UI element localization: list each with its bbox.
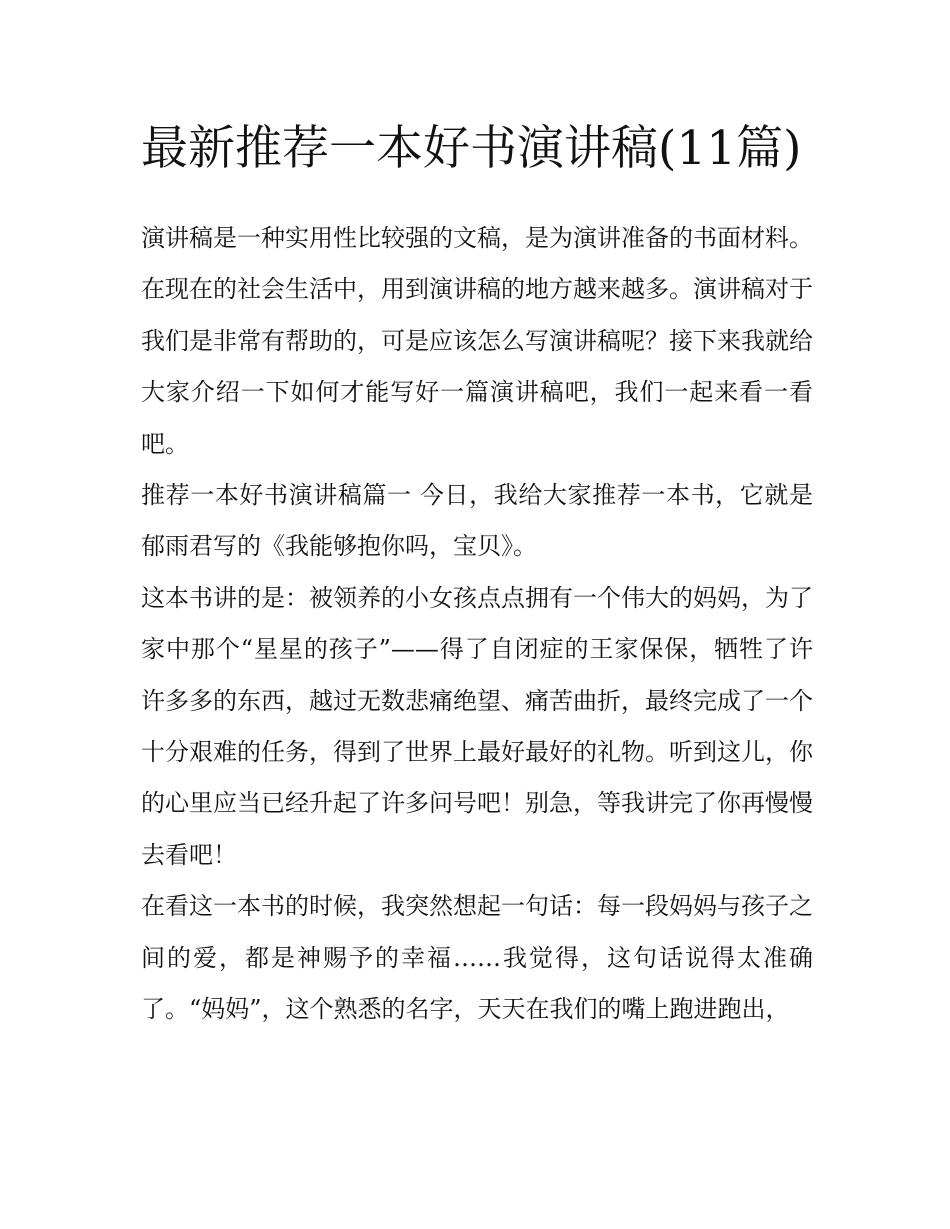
paragraph-story-summary: 这本书讲的是：被领养的小女孩点点拥有一个伟大的妈妈，为了家中那个“星星的孩子”——得了自闭症的王家保保，牺牲了许许多多的东西，越过无数悲痛绝望、痛苦曲折，最终完成了一个十分艰难的任务，得到了世界上最好最好的礼物。听到这儿，你的心里应当已经升起了许多问号吧！别急，等我讲完了你再慢慢去看吧！ <box>141 583 813 869</box>
paragraph-reflection: 在看这一本书的时候，我突然想起一句话：每一段妈妈与孩子之间的爱，都是神赐予的幸福……我觉得，这句话说得太准确了。“妈妈”，这个熟悉的名字，天天在我们的嘴上跑进跑出， <box>141 892 813 1024</box>
paragraph-intro: 演讲稿是一种实用性比较强的文稿，是为演讲准备的书面材料。在现在的社会生活中，用到演讲稿的地方越来越多。演讲稿对于我们是非常有帮助的，可是应该怎么写演讲稿呢？接下来我就给大家介绍一下如何才能写好一篇演讲稿吧，我们一起来看一看吧。 <box>141 224 813 458</box>
document-title: 最新推荐一本好书演讲稿(11篇) <box>141 121 802 176</box>
document-content <box>141 112 813 1036</box>
paragraph-recommendation: 推荐一本好书演讲稿篇一 今日，我给大家推荐一本书，它就是郁雨君写的《我能够抱你吗，宝贝》。 <box>141 481 813 561</box>
document-body <box>141 213 813 1036</box>
